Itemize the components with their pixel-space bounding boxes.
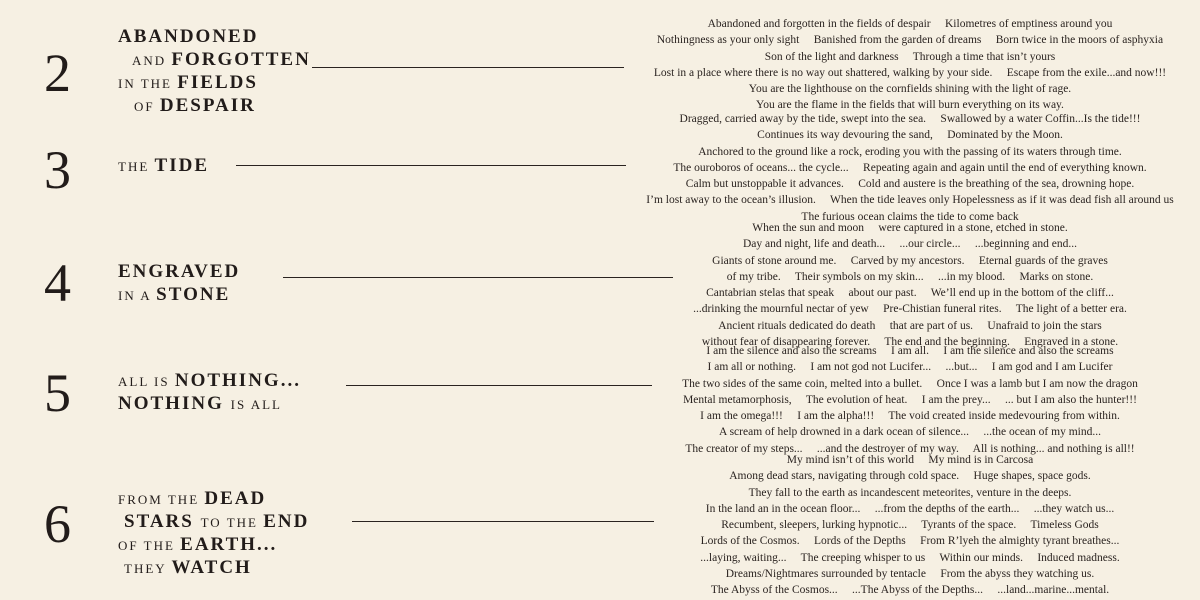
lyric-line: Day and night, life and death... ...our circle... ...beginning and end... xyxy=(742,238,1078,251)
lyric-line: Abandoned and forgotten in the fields of despair Kilometres of emptiness around you xyxy=(707,18,1113,30)
lyric-line: without fear of disappearing forever. The end and the beginning. Engraved in a stone. xyxy=(701,336,1119,349)
title-word: ALL IS xyxy=(118,374,175,389)
title-word: ENGRAVED xyxy=(118,261,241,282)
lyric-line: Lords of the Cosmos. Lords of the Depths From R’lyeh the almighty tyrant breathes... xyxy=(700,535,1120,548)
lyric-line: You are the flame in the fields that will burn everything on its way. xyxy=(756,99,1064,112)
title-word: DEAD xyxy=(204,488,267,509)
title-line xyxy=(118,511,309,534)
title-word: AND xyxy=(132,53,172,68)
title-word: IN A xyxy=(118,288,157,303)
track-number: 4 xyxy=(44,253,71,313)
title-word: STONE xyxy=(156,284,231,305)
title-line xyxy=(118,284,240,307)
lyric-line: Giants of stone around me. Carved by my ancestors. Eternal guards of the graves xyxy=(712,254,1108,267)
divider-line xyxy=(236,165,626,166)
divider-line xyxy=(352,521,654,522)
title-word: IN THE xyxy=(118,76,178,91)
track-lyrics xyxy=(630,343,1190,457)
lyric-line: The furious ocean claims the tide to come back xyxy=(801,210,1019,223)
lyric-line: I’m lost away to the ocean’s illusion. When the tide leaves only Hopelessness as if it was dead fish all around us xyxy=(646,194,1174,207)
title-word: EARTH... xyxy=(180,534,278,555)
track-number: 3 xyxy=(44,140,71,200)
lyric-line: Nothingness as your only sight Banished from the garden of dreams Born twice in the moors of asphyxia xyxy=(656,34,1164,47)
track-lyrics xyxy=(630,452,1190,599)
lyric-line: ...drinking the mournful nectar of yew Pre-Chistian funeral rites. The light of a better era. xyxy=(693,303,1127,316)
lyric-line: Recumbent, sleepers, lurking hypnotic... Tyrants of the space. Timeless Gods xyxy=(721,519,1099,532)
title-word: TIDE xyxy=(154,155,209,176)
lyric-line: The creator of my steps... ...and the destroyer of my way. All is nothing... and nothing is all!! xyxy=(685,442,1135,455)
title-line xyxy=(118,26,311,49)
lyric-line: of my tribe. Their symbols on my skin... ...in my blood. Marks on stone. xyxy=(726,270,1094,283)
title-line xyxy=(118,393,301,416)
title-word: OF THE xyxy=(118,538,181,553)
title-word: WATCH xyxy=(171,557,252,578)
title-word: NOTHING... xyxy=(174,370,301,391)
title-word: IS ALL xyxy=(230,397,282,412)
title-line xyxy=(118,72,311,95)
title-line xyxy=(118,49,311,72)
lyric-line: Dreams/Nightmares surrounded by tentacle From the abyss they watching us. xyxy=(725,568,1095,581)
title-word: FIELDS xyxy=(177,72,258,93)
title-word: THE xyxy=(118,159,155,174)
lyric-line: ...laying, waiting... The creeping whisper to us Within our minds. Induced madness. xyxy=(700,551,1120,564)
title-word: THEY xyxy=(124,561,172,576)
lyric-line: I am all or nothing. I am not god not Lucifer... ...but... I am god and I am Lucifer xyxy=(707,361,1113,374)
title-line xyxy=(118,95,311,118)
title-word: TO THE xyxy=(200,515,264,530)
lyric-line: Dragged, carried away by the tide, swept into the sea. Swallowed by a water Coffin...Is the tide!!! xyxy=(679,113,1141,125)
lyric-line: Mental metamorphosis, The evolution of heat. I am the prey... ... but I am also the hunter!!! xyxy=(683,393,1137,406)
track-title xyxy=(118,155,209,178)
lyric-line: Among dead stars, navigating through cold space. Huge shapes, space gods. xyxy=(729,470,1091,483)
title-word: FROM THE xyxy=(118,492,205,507)
track-number: 5 xyxy=(44,363,71,423)
track-lyrics xyxy=(630,16,1190,114)
divider-line xyxy=(283,277,673,278)
lyric-line: The Abyss of the Cosmos... ...The Abyss of the Depths... ...land...marine...mental. xyxy=(710,584,1110,597)
lyric-line: The two sides of the same coin, melted into a bullet. Once I was a lamb but I am now the dragon xyxy=(682,377,1138,390)
lyric-line: You are the lighthouse on the cornfields shining with the light of rage. xyxy=(748,83,1072,96)
lyric-line: I am the omega!!! I am the alpha!!! The void created inside medevouring from within. xyxy=(700,410,1120,423)
lyric-line: Cantabrian stelas that speak about our past. We’ll end up in the bottom of the cliff... xyxy=(706,287,1114,300)
lyric-line: They fall to the earth as incandescent meteorites, venture in the deeps. xyxy=(748,486,1072,499)
lyric-line: My mind isn’t of this world My mind is in Carcosa xyxy=(786,454,1034,466)
lyric-line: Calm but unstoppable it advances. Cold and austere is the breathing of the sea, drowning hope. xyxy=(685,178,1135,191)
track-lyrics xyxy=(630,220,1190,350)
divider-line xyxy=(346,385,652,386)
title-word: FORGOTTEN xyxy=(171,49,311,70)
track-lyrics xyxy=(630,111,1190,225)
lyric-line: In the land an in the ocean floor... ...from the depths of the earth... ...they watch us... xyxy=(705,502,1115,515)
title-word: END xyxy=(263,511,310,532)
track-number: 6 xyxy=(44,494,71,554)
title-line xyxy=(118,155,209,178)
lyric-line: Continues its way devouring the sand, Dominated by the Moon. xyxy=(757,129,1063,142)
lyric-line: I am the silence and also the screams I am all. I am the silence and also the screams xyxy=(706,345,1114,357)
track-number: 2 xyxy=(44,43,71,103)
title-line xyxy=(118,488,309,511)
title-word: OF xyxy=(134,99,160,114)
title-word: STARS xyxy=(124,511,201,532)
lyric-line: A scream of help drowned in a dark ocean of silence... ...the ocean of my mind... xyxy=(719,426,1101,439)
track-title xyxy=(118,370,301,416)
title-word: NOTHING xyxy=(118,393,231,414)
title-line xyxy=(118,370,301,393)
track-title xyxy=(118,26,311,118)
lyric-line: Anchored to the ground like a rock, eroding you with the passing of its waters through time. xyxy=(698,145,1122,158)
lyric-line: When the sun and moon were captured in a stone, etched in stone. xyxy=(752,222,1068,234)
title-word: DESPAIR xyxy=(159,95,256,116)
lyric-line: The ouroboros of oceans... the cycle... Repeating again and again until the end of everything known. xyxy=(673,161,1147,174)
title-line xyxy=(118,534,309,557)
title-line xyxy=(118,261,240,284)
lyric-line: Son of the light and darkness Through a time that isn’t yours xyxy=(764,50,1056,63)
track-title xyxy=(118,261,240,307)
track-title xyxy=(118,488,309,580)
lyric-line: Ancient rituals dedicated do death that are part of us. Unafraid to join the stars xyxy=(718,319,1102,332)
title-line xyxy=(118,557,309,580)
divider-line xyxy=(312,67,624,68)
title-word: ABANDONED xyxy=(118,26,259,47)
lyric-line: Lost in a place where there is no way out shattered, walking by your side. Escape from the exile...and now!!! xyxy=(653,66,1167,79)
